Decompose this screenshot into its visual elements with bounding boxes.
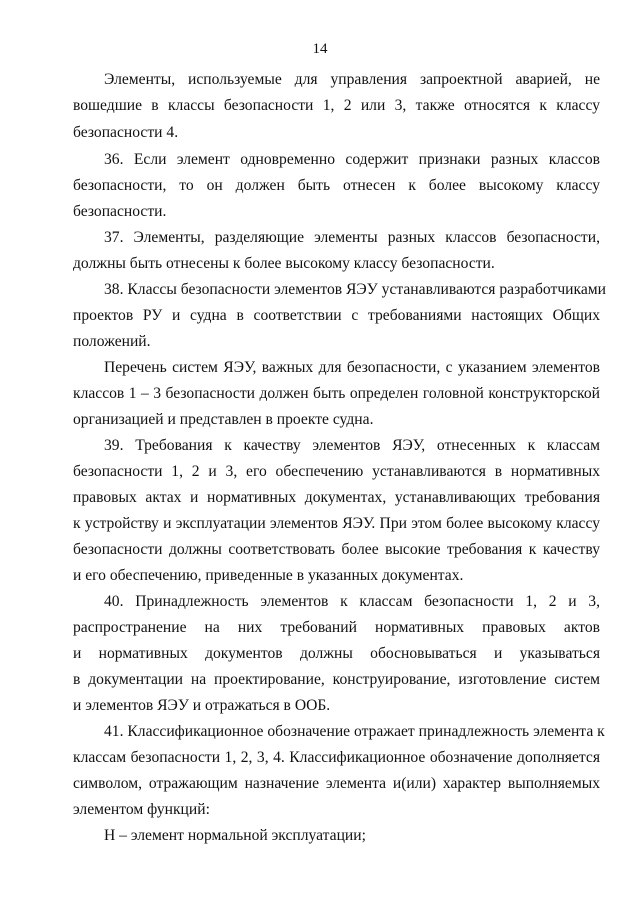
text-line: проектов РУ и судна в соответствии с требованиями настоящих Общих xyxy=(73,307,600,324)
text-line: 38. Классы безопасности элементов ЯЭУ устанавливаются разработчиками xyxy=(104,281,606,298)
text-line: и нормативных документов должны обосновываться и указываться xyxy=(73,645,600,662)
text-line: безопасности 4. xyxy=(73,124,179,141)
text-line: правовых актах и нормативных документах, устанавливающих требования xyxy=(73,489,600,506)
text-line: безопасности должны соответствовать более высокие требования к качеству xyxy=(73,541,600,558)
text-line: 40. Принадлежность элементов к классам безопасности 1, 2 и 3, xyxy=(104,593,600,610)
text-line: распространение на них требований нормативных правовых актов xyxy=(73,619,600,636)
text-line: классов 1 – 3 безопасности должен быть определен головной конструкторской xyxy=(73,385,600,402)
text-line: безопасности, то он должен быть отнесен к более высокому классу xyxy=(73,177,600,194)
text-line: должны быть отнесены к более высокому классу безопасности. xyxy=(73,255,495,272)
text-line: 37. Элементы, разделяющие элементы разных классов безопасности, xyxy=(104,229,600,246)
text-line: 39. Требования к качеству элементов ЯЭУ, отнесенных к классам xyxy=(104,437,600,454)
text-line: Н – элемент нормальной эксплуатации; xyxy=(104,827,366,844)
text-line: 41. Классификационное обозначение отражает принадлежность элемента к xyxy=(104,723,605,740)
page-number: 14 xyxy=(312,41,328,57)
text-line: положений. xyxy=(73,333,151,350)
text-line: вошедшие в классы безопасности 1, 2 или 3, также относятся к классу xyxy=(73,97,600,114)
text-line: классам безопасности 1, 2, 3, 4. Классификационное обозначение дополняется xyxy=(73,749,600,766)
text-line: в документации на проектирование, конструирование, изготовление систем xyxy=(73,671,600,688)
text-line: 36. Если элемент одновременно содержит признаки разных классов xyxy=(104,151,600,168)
text-line: Перечень систем ЯЭУ, важных для безопасности, с указанием элементов xyxy=(104,359,600,376)
text-line: и его обеспечению, приведенные в указанных документах. xyxy=(73,567,464,584)
text-line: Элементы, используемые для управления запроектной аварией, не xyxy=(104,71,600,88)
text-line: организацией и представлен в проекте судна. xyxy=(73,411,374,428)
text-line: и элементов ЯЭУ и отражаться в ООБ. xyxy=(73,697,331,714)
text-line: символом, отражающим назначение элемента и(или) характер выполняемых xyxy=(73,775,600,792)
text-line: безопасности 1, 2 и 3, его обеспечению устанавливаются в нормативных xyxy=(73,463,600,480)
text-line: безопасности. xyxy=(73,203,167,220)
text-line: элементом функций: xyxy=(73,801,210,818)
text-line: к устройству и эксплуатации элементов ЯЭУ. При этом более высокому классу xyxy=(73,515,600,532)
